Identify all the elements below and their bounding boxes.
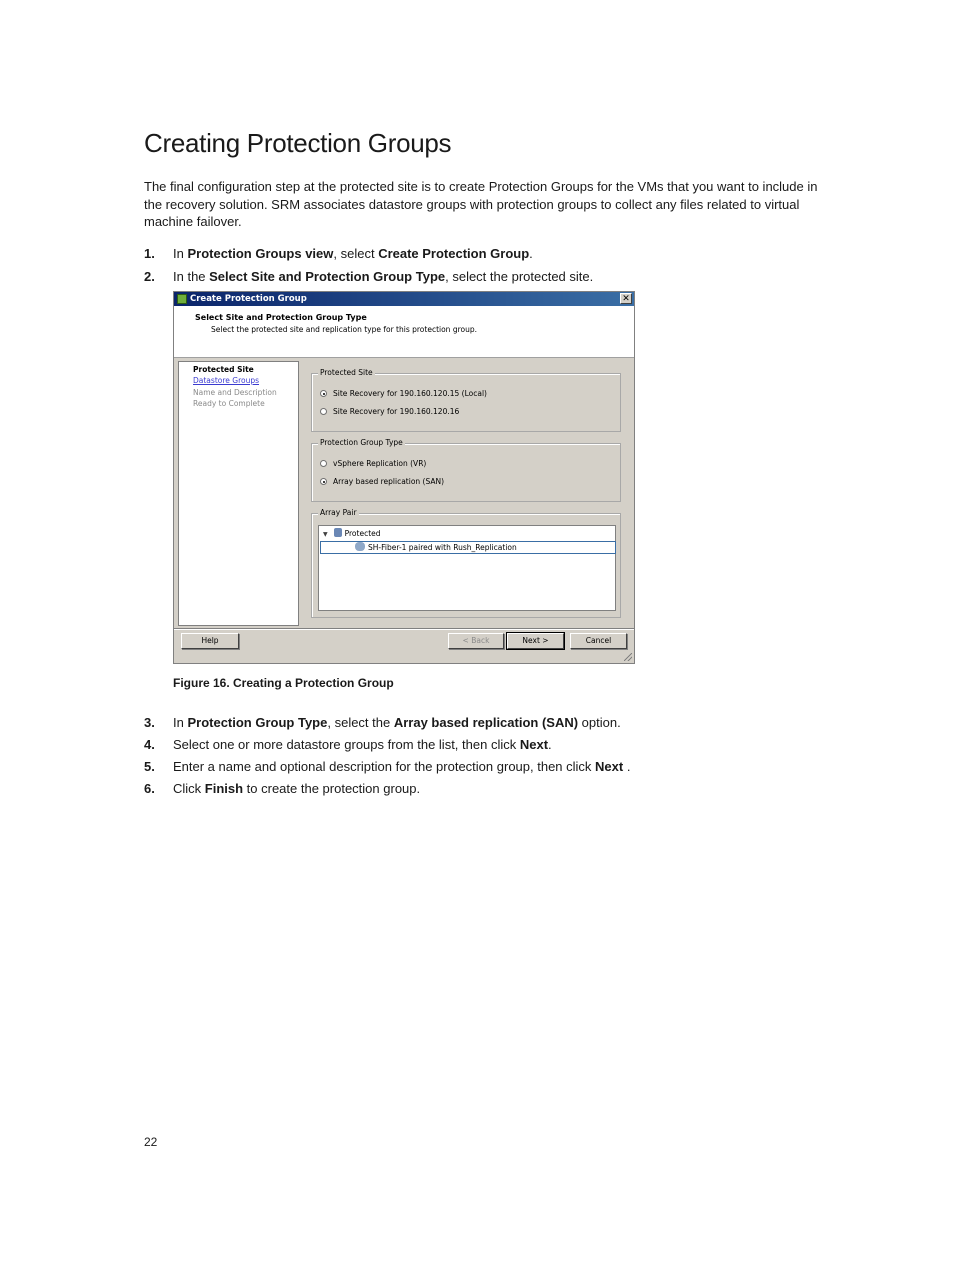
wizard-content	[302, 361, 632, 626]
next-button[interactable]: Next >	[507, 633, 564, 649]
radio-site-remote[interactable]: Site Recovery for 190.160.120.16	[320, 407, 459, 416]
radio-site-local[interactable]: Site Recovery for 190.160.120.15 (Local)	[320, 389, 487, 398]
array-pair-icon	[355, 542, 365, 551]
radio-selected-icon	[320, 478, 327, 485]
step-2: 2. In the Select Site and Protection Group Type, select the protected site.	[144, 269, 594, 284]
footer-divider	[174, 628, 634, 630]
protected-site-group	[311, 368, 621, 432]
database-icon	[334, 528, 342, 537]
nav-ready-to-complete: Ready to Complete	[193, 399, 265, 408]
tree-root-item[interactable]: ▼ Protected	[323, 529, 381, 538]
back-button[interactable]: < Back	[448, 633, 504, 649]
radio-selected-icon	[320, 390, 327, 397]
app-icon	[177, 294, 187, 304]
resize-grip-icon[interactable]	[624, 653, 632, 661]
dialog-title: Create Protection Group	[190, 294, 307, 304]
header-title: Select Site and Protection Group Type	[195, 313, 367, 322]
wizard-nav	[178, 361, 299, 626]
protection-group-type-group	[311, 438, 621, 502]
step-5: 5. Enter a name and optional description for the protection group, then click Next .	[144, 759, 631, 774]
cancel-button[interactable]: Cancel	[570, 633, 627, 649]
step-3: 3. In Protection Group Type, select the Array based replication (SAN) option.	[144, 715, 621, 730]
tree-child-item[interactable]: SH-Fiber-1 paired with Rush_Replication	[320, 541, 616, 554]
radio-type-san[interactable]: Array based replication (SAN)	[320, 477, 444, 486]
figure-caption: Figure 16. Creating a Protection Group	[173, 676, 394, 690]
page-title: Creating Protection Groups	[144, 128, 452, 158]
step-4: 4. Select one or more datastore groups from the list, then click Next.	[144, 737, 552, 752]
pg-type-legend: Protection Group Type	[320, 438, 403, 447]
array-pair-legend: Array Pair	[320, 508, 357, 517]
nav-protected-site: Protected Site	[193, 365, 254, 374]
protected-site-legend: Protected Site	[320, 368, 373, 377]
create-protection-group-dialog	[173, 291, 635, 664]
array-pair-tree[interactable]	[318, 525, 616, 611]
dialog-header	[174, 306, 634, 358]
header-subtitle: Select the protected site and replication type for this protection group.	[211, 325, 477, 334]
array-pair-group	[311, 508, 621, 618]
help-button[interactable]: Help	[181, 633, 239, 649]
intro-paragraph: The final configuration step at the protected site is to create Protection Groups for the VMs that you want to include in the recovery solution. SRM associates datastore groups with protection groups to collect any files related to virtual machine failover.	[144, 179, 818, 229]
close-icon[interactable]: ✕	[620, 293, 632, 304]
dialog-titlebar	[174, 292, 634, 306]
expand-caret-icon[interactable]: ▼	[323, 531, 328, 538]
radio-unselected-icon	[320, 408, 327, 415]
nav-datastore-groups[interactable]: Datastore Groups	[193, 376, 260, 385]
step-6: 6. Click Finish to create the protection group.	[144, 781, 421, 796]
step-1: 1. In Protection Groups view, select Create Protection Group.	[144, 246, 533, 261]
page-number: 22	[144, 1135, 158, 1149]
radio-unselected-icon	[320, 460, 327, 467]
nav-name-description: Name and Description	[193, 388, 277, 397]
radio-type-vr[interactable]: vSphere Replication (VR)	[320, 459, 426, 468]
